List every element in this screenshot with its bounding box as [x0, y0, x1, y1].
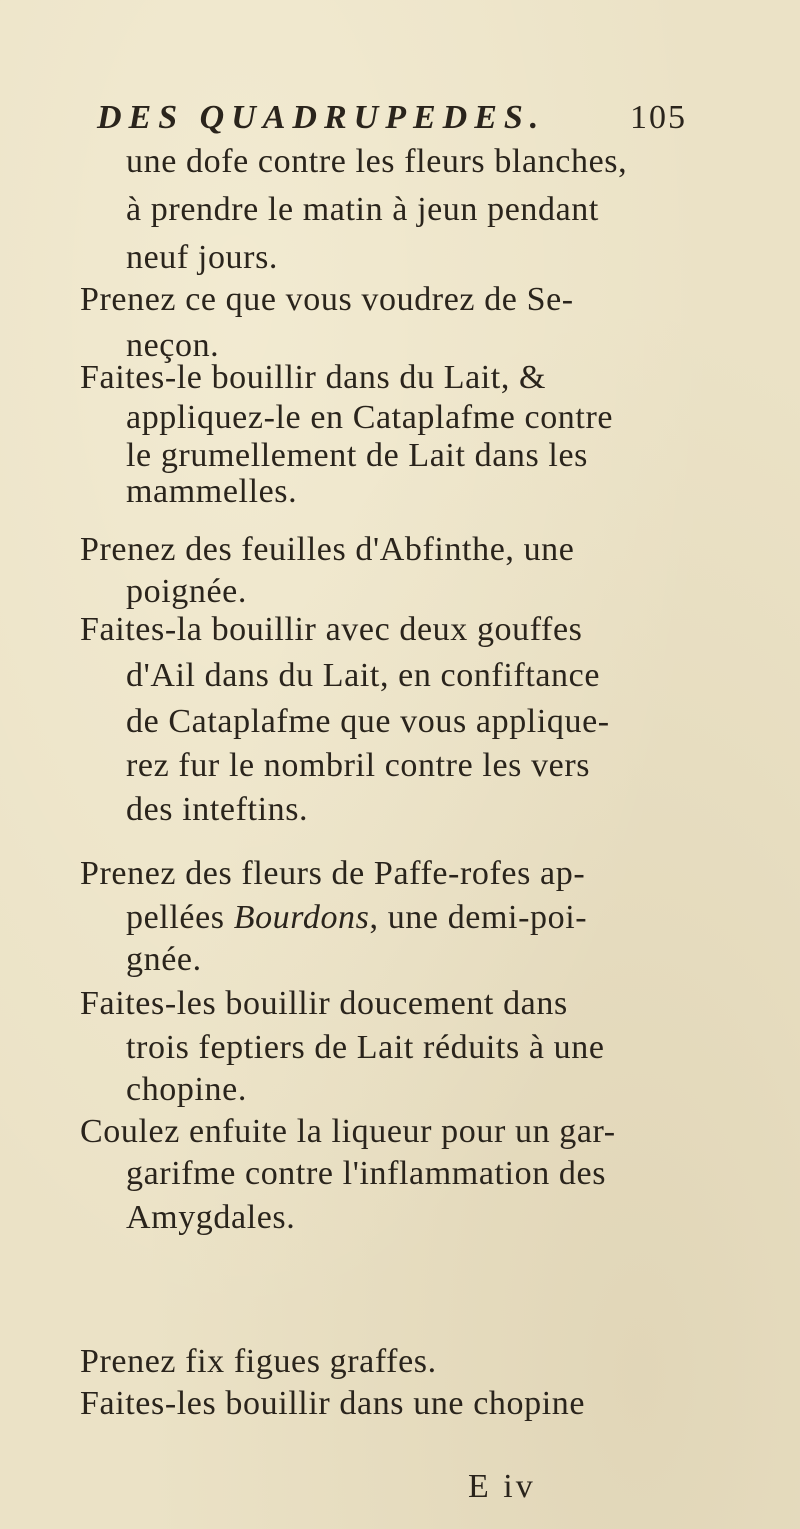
text-line: des inteftins. — [126, 791, 309, 828]
text-line: chopine. — [126, 1071, 247, 1108]
text-line: neçon. — [126, 327, 220, 364]
text-line: Prenez des fleurs de Paffe-rofes ap- — [80, 855, 586, 892]
text-line: Prenez des feuilles d'Abfinthe, une — [80, 531, 575, 568]
text-line: Amygdales. — [126, 1199, 296, 1236]
text-line: le grumellement de Lait dans les — [126, 437, 588, 474]
text-line: trois feptiers de Lait réduits à une — [126, 1029, 605, 1066]
text-line: Prenez fix figues graffes. — [80, 1343, 437, 1380]
text-line: Coulez enfuite la liqueur pour un gar- — [80, 1113, 616, 1150]
text-line: Faites-la bouillir avec deux gouffes — [80, 611, 583, 648]
text-line — [126, 896, 587, 940]
text-line: à prendre le matin à jeun pendant — [126, 191, 599, 228]
text-line: Faites-les bouillir doucement dans — [80, 985, 568, 1022]
text-line: neuf jours. — [126, 239, 279, 276]
running-head: DES QUADRUPEDES. — [97, 99, 546, 136]
text-line: une dofe contre les fleurs blanches, — [126, 143, 628, 180]
text-line: gnée. — [126, 941, 202, 978]
text-line: poignée. — [126, 573, 247, 610]
text-segment: , une demi-poi- — [369, 899, 588, 936]
text-line: rez fur le nombril contre les vers — [126, 747, 591, 784]
signature-mark: E iv — [468, 1468, 536, 1505]
text-segment: pellées — [126, 899, 225, 936]
text-line: Faites-les bouillir dans une chopine — [80, 1385, 586, 1422]
text-line: garifme contre l'inflammation des — [126, 1155, 607, 1192]
page-header — [97, 96, 687, 142]
text-line: appliquez-le en Cataplafme contre — [126, 399, 614, 436]
page-number: 105 — [630, 99, 687, 136]
text-line: mammelles. — [126, 473, 298, 510]
emphasized-term: Bourdons — [233, 899, 370, 936]
text-line: de Cataplafme que vous applique- — [126, 703, 610, 740]
text-line: d'Ail dans du Lait, en confiftance — [126, 657, 601, 694]
text-line: Prenez ce que vous voudrez de Se- — [80, 281, 574, 318]
text-line: Faites-le bouillir dans du Lait, & — [80, 359, 547, 396]
